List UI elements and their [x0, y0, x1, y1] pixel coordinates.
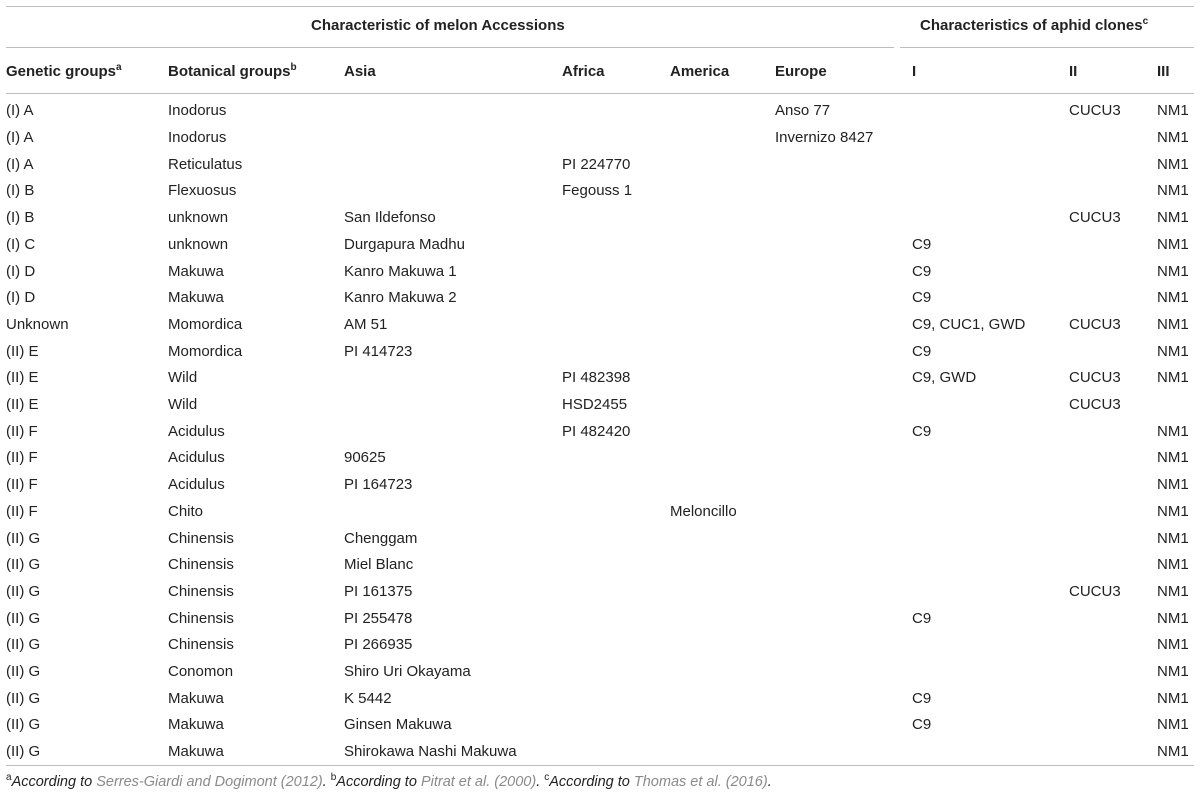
cell-botanical-group: Chinensis [168, 582, 234, 600]
cell-africa: PI 482420 [562, 422, 631, 440]
cell-aphid-clone-iii: NM1 [1157, 743, 1189, 761]
cell-aphid-clone-i: C9 [912, 262, 932, 280]
column-header-genetic-group [6, 60, 122, 84]
cell-botanical-group: Acidulus [168, 449, 225, 467]
column-header-europe [775, 60, 827, 84]
cell-aphid-clone-ii: CUCU3 [1069, 582, 1121, 600]
cell-aphid-clone-ii: CUCU3 [1069, 315, 1121, 333]
cell-botanical-group: Chinensis [168, 636, 234, 654]
cell-genetic-group: (I) B [6, 209, 35, 227]
cell-botanical-group: Inodorus [168, 102, 227, 120]
cell-asia: San Ildefonso [344, 209, 436, 227]
cell-asia: Ginsen Makuwa [344, 716, 452, 734]
cell-genetic-group: (I) D [6, 289, 36, 307]
cell-botanical-group: Acidulus [168, 422, 225, 440]
footnote-a [6, 774, 331, 790]
cell-aphid-clone-i: C9 [912, 422, 932, 440]
cell-asia: Shirokawa Nashi Makuwa [344, 743, 517, 761]
cell-botanical-group: Chito [168, 502, 204, 520]
column-header-botanical-group [168, 60, 297, 84]
cell-aphid-clone-ii: CUCU3 [1069, 369, 1121, 387]
cell-genetic-group: (II) G [6, 582, 41, 600]
column-header-label: III [1157, 63, 1170, 80]
melon-group-header: Characteristic of melon Accessions [311, 17, 565, 34]
cell-aphid-clone-iii: NM1 [1157, 235, 1189, 253]
cell-botanical-group: Conomon [168, 663, 234, 680]
cell-asia: PI 255478 [344, 609, 413, 627]
cell-botanical-group: Chinensis [168, 529, 234, 547]
top-rule [6, 6, 1194, 7]
citation-link[interactable]: Pitrat et al. (2000) [420, 774, 537, 790]
column-header-label: Asia [344, 63, 376, 80]
footnote-punctuation: . [536, 774, 545, 790]
cell-asia: Miel Blanc [344, 556, 414, 574]
column-header-label: Botanical groups [168, 63, 291, 80]
cell-genetic-group: (II) F [6, 502, 38, 520]
cell-aphid-clone-iii: NM1 [1157, 529, 1189, 547]
cell-asia: Kanro Makuwa 2 [344, 289, 457, 307]
cell-aphid-clone-iii: NM1 [1157, 663, 1189, 680]
cell-botanical-group: Makuwa [168, 289, 224, 307]
cell-genetic-group: (II) G [6, 529, 41, 547]
cell-genetic-group: (II) E [6, 369, 39, 387]
cell-botanical-group: Wild [168, 396, 198, 413]
cell-genetic-group: (I) D [6, 262, 36, 280]
cell-genetic-group: (II) F [6, 449, 38, 467]
cell-asia: Kanro Makuwa 1 [344, 262, 457, 280]
column-header-africa [562, 60, 605, 84]
cell-genetic-group: (II) F [6, 422, 38, 440]
cell-botanical-group: Makuwa [168, 689, 224, 707]
cell-aphid-clone-iii: NM1 [1157, 369, 1189, 387]
cell-asia: AM 51 [344, 315, 388, 333]
cell-europe: Anso 77 [775, 102, 831, 120]
cell-genetic-group: (I) A [6, 102, 34, 120]
cell-aphid-clone-iii: NM1 [1157, 476, 1189, 494]
column-header-label: Genetic groups [6, 63, 117, 80]
cell-aphid-clone-iii: NM1 [1157, 129, 1189, 146]
cell-aphid-clone-i: C9, CUC1, GWD [912, 315, 1026, 333]
cell-genetic-group: (I) B [6, 182, 35, 200]
footnote-text: According to [11, 774, 97, 790]
cell-asia: PI 266935 [344, 636, 413, 654]
cell-genetic-group: (II) G [6, 689, 41, 707]
cell-africa: Fegouss 1 [562, 182, 633, 200]
cell-asia: PI 164723 [344, 476, 413, 494]
cell-aphid-clone-iii: NM1 [1157, 609, 1189, 627]
cell-aphid-clone-i: C9 [912, 342, 932, 360]
cell-genetic-group: (II) G [6, 609, 41, 627]
cell-aphid-clone-i: C9, GWD [912, 369, 977, 387]
cell-botanical-group: Flexuosus [168, 182, 237, 200]
footnote-b [331, 774, 545, 790]
cell-genetic-group: Unknown [6, 315, 69, 333]
cell-aphid-clone-iii: NM1 [1157, 289, 1189, 307]
cell-botanical-group: unknown [168, 235, 229, 253]
cell-botanical-group: Wild [168, 369, 198, 387]
melon-group-rule [6, 47, 894, 48]
cell-genetic-group: (II) G [6, 556, 41, 574]
cell-asia: PI 161375 [344, 582, 413, 600]
cell-asia: Shiro Uri Okayama [344, 663, 471, 680]
cell-aphid-clone-iii: NM1 [1157, 636, 1189, 654]
column-header-label: Europe [775, 63, 827, 80]
cell-botanical-group: Momordica [168, 342, 243, 360]
cell-asia: Durgapura Madhu [344, 235, 465, 253]
cell-aphid-clone-iii: NM1 [1157, 582, 1189, 600]
footnote-marker: b [330, 772, 337, 784]
cell-aphid-clone-iii: NM1 [1157, 502, 1189, 520]
cell-africa: PI 224770 [562, 155, 631, 173]
column-header-aphid-clone-i [912, 60, 916, 84]
cell-aphid-clone-ii: CUCU3 [1069, 396, 1121, 413]
cell-genetic-group: (II) E [6, 342, 39, 360]
footnote-text: According to [549, 774, 634, 790]
cell-aphid-clone-ii: CUCU3 [1069, 209, 1121, 227]
cell-aphid-clone-iii: NM1 [1157, 209, 1189, 227]
cell-botanical-group: unknown [168, 209, 229, 227]
footnote-text: According to [336, 774, 421, 790]
cell-aphid-clone-iii: NM1 [1157, 102, 1189, 120]
citation-link[interactable]: Thomas et al. (2016) [633, 774, 768, 790]
cell-aphid-clone-iii: NM1 [1157, 262, 1189, 280]
cell-asia: 90625 [344, 449, 386, 467]
table-footnotes [6, 771, 772, 793]
column-header-asia [344, 60, 376, 84]
header-rule [6, 93, 1194, 94]
cell-aphid-clone-iii: NM1 [1157, 449, 1189, 467]
cell-asia: PI 414723 [344, 342, 413, 360]
cell-aphid-clone-iii: NM1 [1157, 182, 1189, 200]
cell-aphid-clone-iii: NM1 [1157, 556, 1189, 574]
cell-botanical-group: Chinensis [168, 609, 234, 627]
footnote-punctuation: . [322, 774, 331, 790]
cell-aphid-clone-i: C9 [912, 289, 932, 307]
cell-aphid-clone-iii: NM1 [1157, 689, 1189, 707]
cell-aphid-clone-iii: NM1 [1157, 155, 1189, 173]
aphid-group-rule [900, 47, 1194, 48]
column-header-label: America [670, 63, 730, 80]
cell-botanical-group: Momordica [168, 315, 243, 333]
cell-africa: PI 482398 [562, 369, 631, 387]
cell-genetic-group: (I) C [6, 235, 36, 253]
cell-aphid-clone-ii: CUCU3 [1069, 102, 1121, 120]
cell-genetic-group: (II) G [6, 743, 41, 761]
footnote-punctuation: . [767, 774, 772, 790]
cell-aphid-clone-iii: NM1 [1157, 422, 1189, 440]
column-header-label: I [912, 63, 917, 80]
cell-america: Meloncillo [670, 502, 737, 520]
cell-botanical-group: Makuwa [168, 716, 224, 734]
bottom-rule [6, 765, 1194, 766]
column-header-america [670, 60, 729, 84]
cell-aphid-clone-iii: NM1 [1157, 315, 1189, 333]
cell-botanical-group: Makuwa [168, 743, 224, 761]
citation-link[interactable]: Serres-Giardi and Dogimont (2012) [96, 774, 323, 790]
cell-asia: Chenggam [344, 529, 418, 547]
cell-genetic-group: (II) G [6, 663, 41, 680]
column-header-label: II [1069, 63, 1078, 80]
cell-aphid-clone-iii: NM1 [1157, 716, 1189, 734]
cell-genetic-group: (I) A [6, 129, 34, 146]
footnote-c [544, 774, 771, 790]
column-header-aphid-clone-iii [1157, 60, 1170, 84]
footnote-marker: c [544, 772, 550, 784]
cell-europe: Invernizo 8427 [775, 129, 874, 146]
cell-genetic-group: (II) F [6, 476, 38, 494]
cell-africa: HSD2455 [562, 396, 628, 413]
cell-aphid-clone-i: C9 [912, 689, 932, 707]
footnote-marker: b [290, 62, 297, 73]
footnote-marker: a [6, 772, 12, 784]
cell-botanical-group: Inodorus [168, 129, 227, 146]
cell-genetic-group: (I) A [6, 155, 34, 173]
cell-botanical-group: Chinensis [168, 556, 234, 574]
cell-genetic-group: (II) G [6, 636, 41, 654]
aphid-group-header: Characteristics of aphid clones$^c$ [920, 16, 1149, 34]
cell-asia: K 5442 [344, 689, 392, 707]
cell-genetic-group: (II) G [6, 716, 41, 734]
cell-aphid-clone-i: C9 [912, 716, 932, 734]
column-header-label: Africa [562, 63, 605, 80]
cell-aphid-clone-i: C9 [912, 609, 932, 627]
cell-botanical-group: Reticulatus [168, 155, 243, 173]
cell-botanical-group: Acidulus [168, 476, 225, 494]
cell-aphid-clone-iii: NM1 [1157, 342, 1189, 360]
cell-genetic-group: (II) E [6, 396, 39, 413]
cell-botanical-group: Makuwa [168, 262, 224, 280]
cell-aphid-clone-i: C9 [912, 235, 932, 253]
footnote-marker: a [116, 62, 122, 73]
column-header-aphid-clone-ii [1069, 60, 1077, 84]
